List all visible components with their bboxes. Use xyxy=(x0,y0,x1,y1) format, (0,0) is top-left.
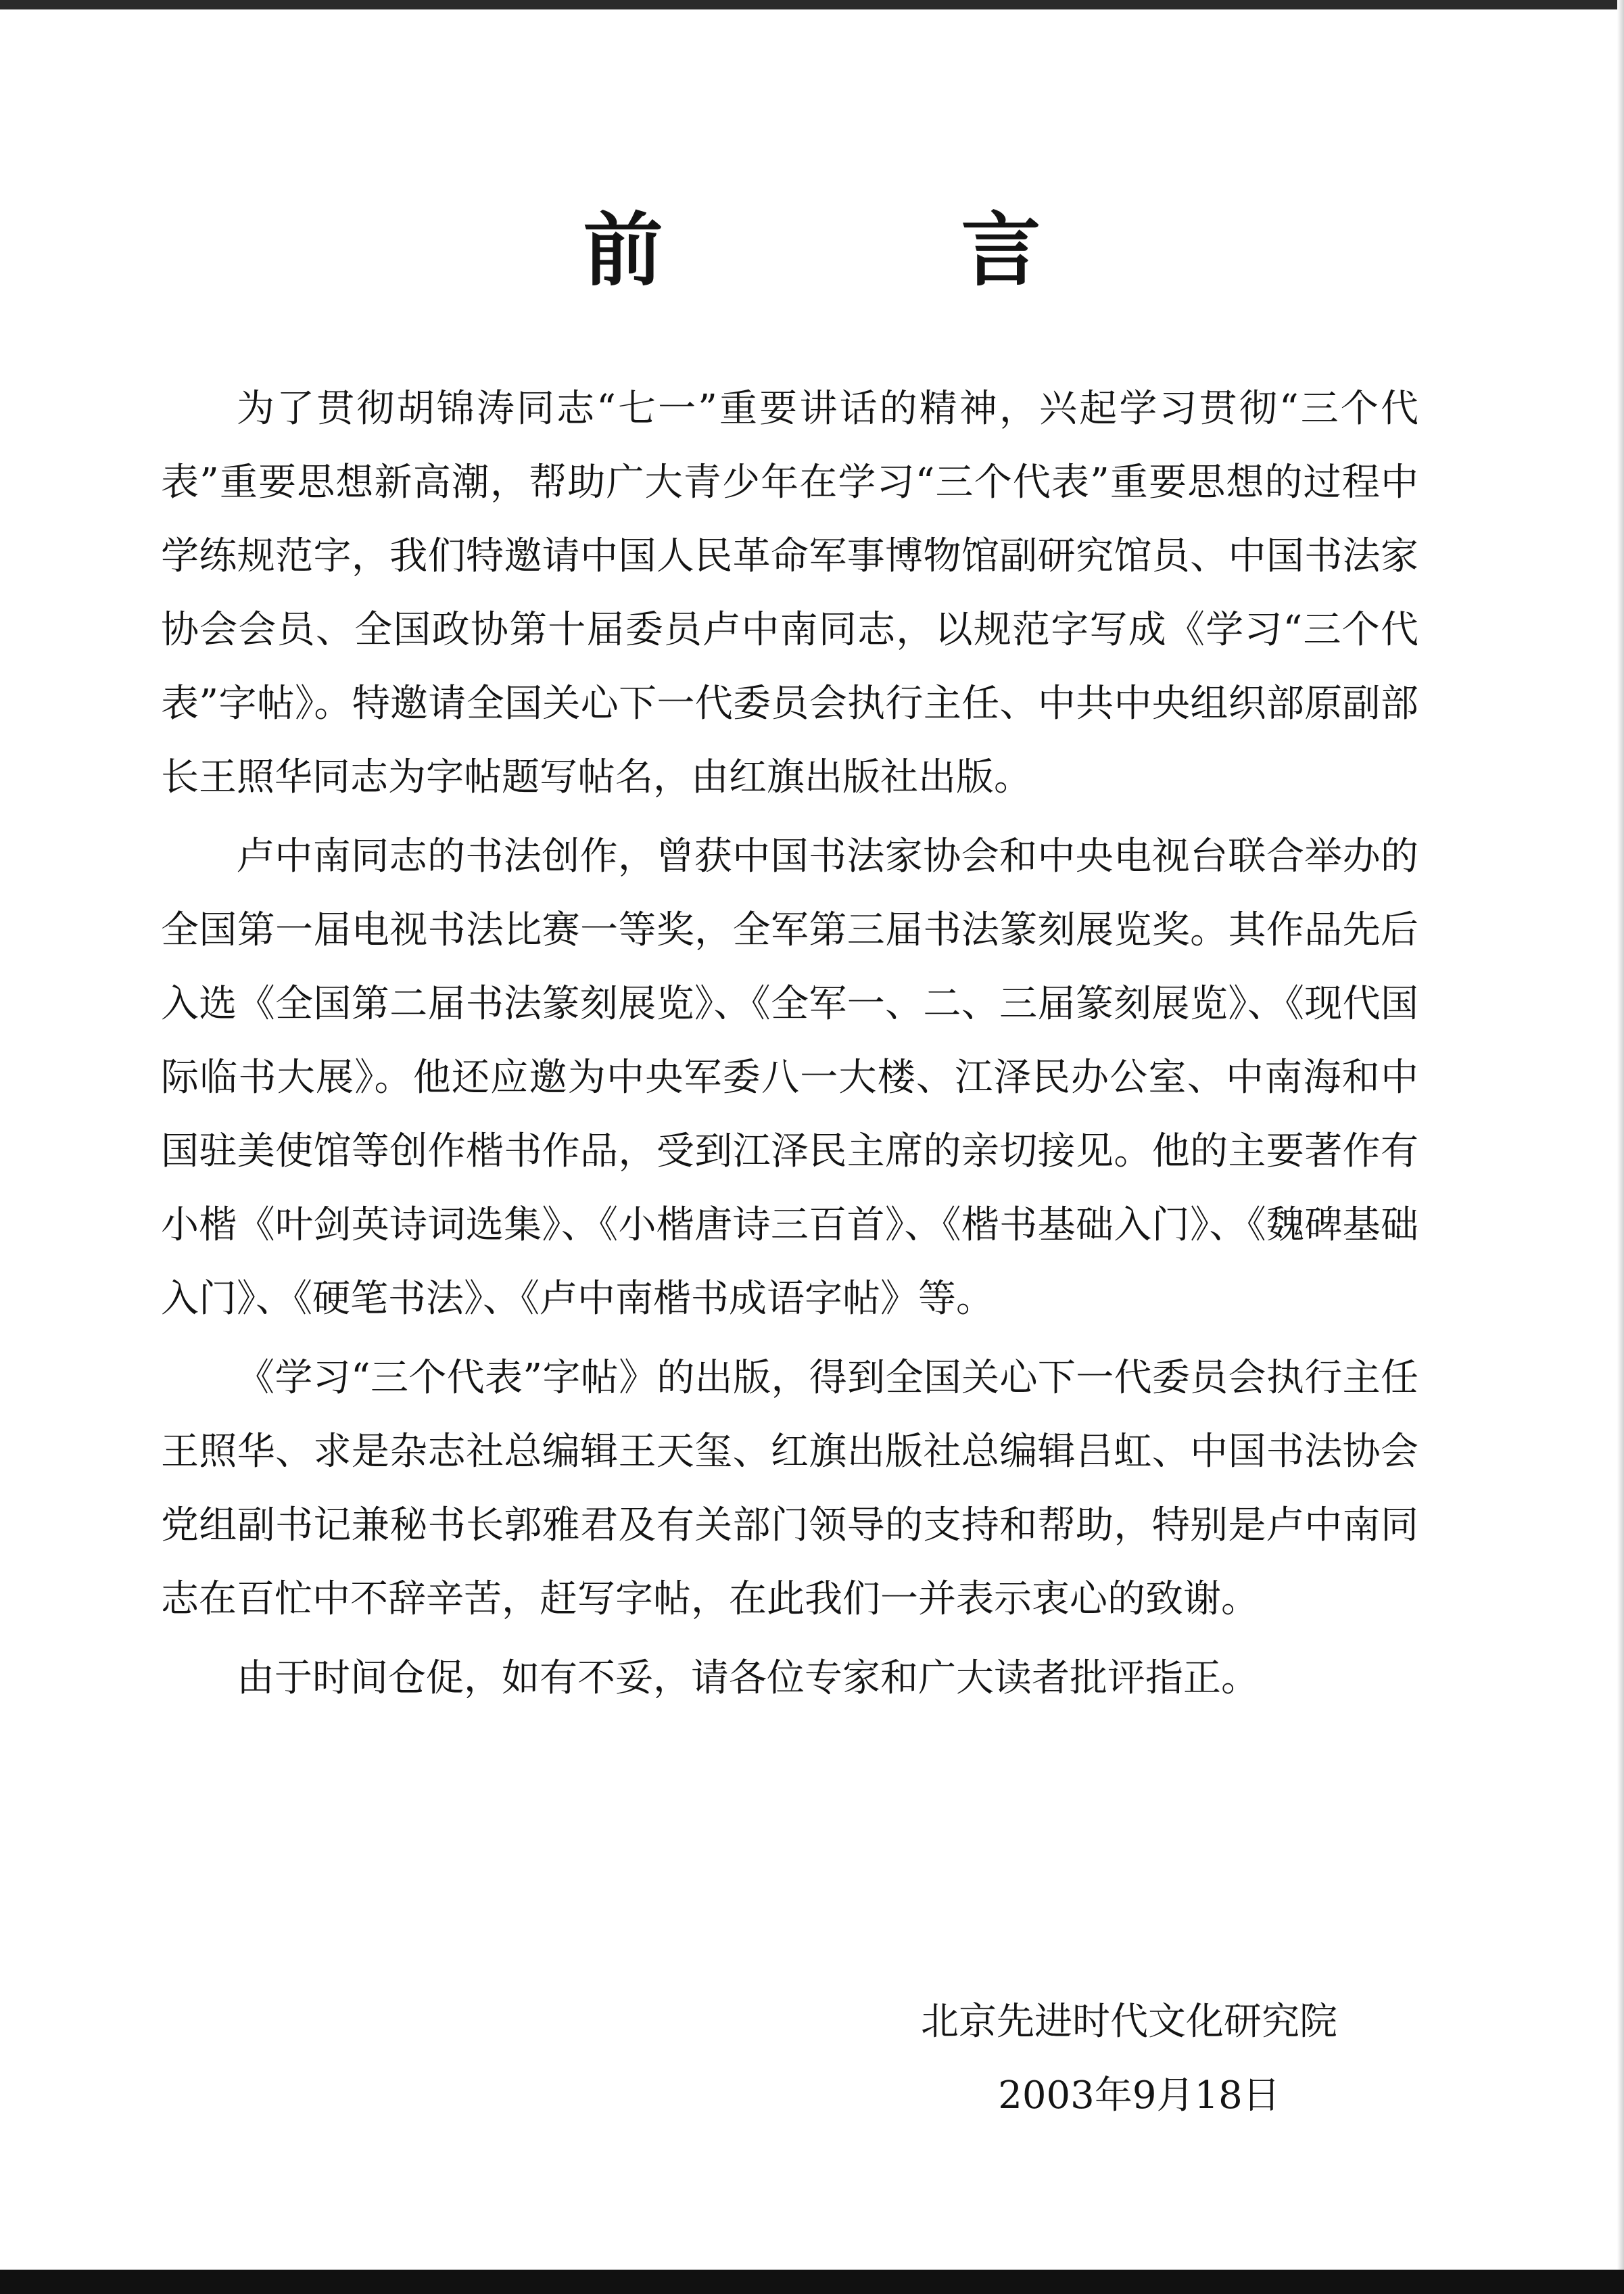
signature-block xyxy=(825,1985,1433,2132)
page-title: 前 言 xyxy=(583,203,1176,297)
preface-body xyxy=(161,372,1418,1720)
scan-border-top xyxy=(0,0,1624,9)
scan-border-right xyxy=(1617,0,1624,2294)
scan-border-bottom xyxy=(0,2270,1624,2294)
paragraph-2: 卢中南同志的书法创作，曾获中国书法家协会和中央电视台联合举办的全国第一届电视书法比赛一等奖，全军第三届书法篆刻展览奖。其作品先后入选《全国第二届书法篆刻展览》、《全军一、二、三届篆刻展览》、《现代国际临书大展》。他还应邀为中央军委八一大楼、江泽民办公室、中南海和中国驻美使馆等创作楷书作品，受到江泽民主席的亲切接见。他的主要著作有小楷《叶剑英诗词选集》、《小楷唐诗三百首》、《楷书基础入门》、《魏碑基础入门》、《硬笔书法》、《卢中南楷书成语字帖》等。 xyxy=(161,835,1418,1321)
paragraph-4: 由于时间仓促，如有不妥，请各位专家和广大读者批评指正。 xyxy=(237,1656,1259,1700)
paragraph-3: 《学习“三个代表”字帖》的出版，得到全国关心下一代委员会执行主任王照华、求是杂志社总编辑王天玺、红旗出版社总编辑吕虹、中国书法协会党组副书记兼秘书长郭雅君及有关部门领导的支持和帮助，特别是卢中南同志在百忙中不辞辛苦，赶写字帖，在此我们一并表示衷心的致谢。 xyxy=(161,1356,1418,1621)
signature-date: 2003年9月18日 xyxy=(998,2074,1281,2117)
signature-organization: 北京先进时代文化研究院 xyxy=(921,2000,1337,2044)
paragraph-1: 为了贯彻胡锦涛同志“七一”重要讲话的精神，兴起学习贯彻“三个代表”重要思想新高潮，帮助广大青少年在学习“三个代表”重要思想的过程中学练规范字，我们特邀请中国人民革命军事博物馆副研究馆员、中国书法家协会会员、全国政协第十届委员卢中南同志，以规范字写成《学习“三个代表”字帖》。特邀请全国关心下一代委员会执行主任、中共中央组织部原副部长王照华同志为字帖题写帖名，由红旗出版社出版。 xyxy=(161,387,1418,799)
